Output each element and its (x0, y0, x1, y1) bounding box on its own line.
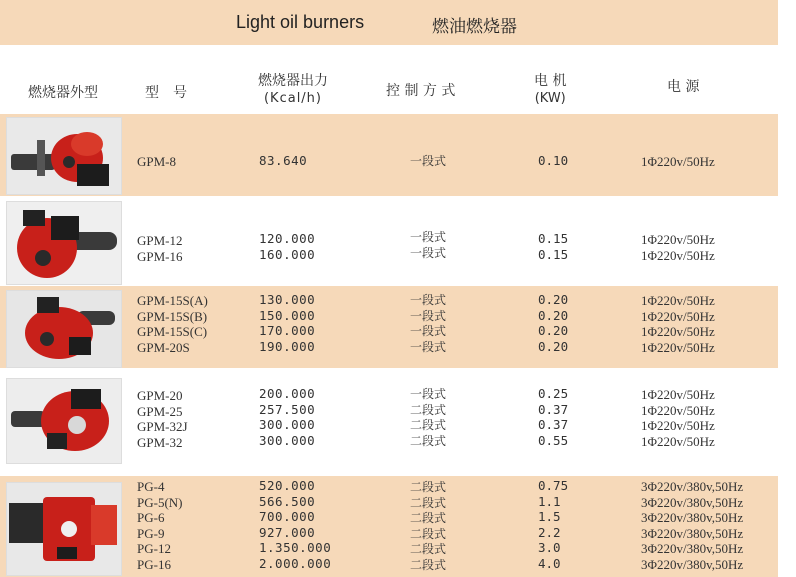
power-cell: 1Φ220v/50Hz (641, 293, 715, 308)
power-column (641, 479, 743, 572)
burner-image (7, 291, 121, 367)
title-chinese: 燃油燃烧器 (432, 17, 517, 37)
output-column (259, 478, 331, 571)
output-cell: 566.500 (259, 493, 316, 509)
output-cell: 200.000 (259, 386, 316, 401)
motor-cell: 0.20 (538, 338, 569, 354)
output-cell: 300.000 (259, 417, 316, 432)
model-cell: GPM-16 (137, 248, 183, 264)
control-cell: 二段式 (410, 418, 447, 432)
control-column (410, 387, 446, 449)
output-cell: 120.000 (259, 231, 316, 246)
model-cell: GPM-20S (137, 339, 190, 355)
product-row-2 (0, 196, 778, 286)
motor-column (538, 292, 568, 354)
model-cell: GPM-15S(C) (137, 324, 208, 339)
control-cell: 一段式 (410, 230, 447, 244)
power-cell: 3Φ220v/380v,50Hz (641, 479, 744, 494)
output-column (259, 153, 307, 169)
header-appearance: 燃烧器外型 (28, 85, 98, 101)
control-cell: 一段式 (410, 339, 447, 354)
title-english: Light oil burners (236, 12, 365, 32)
control-column (410, 480, 446, 573)
product-row-4 (0, 368, 778, 476)
motor-cell: 1.1 (538, 493, 561, 509)
power-cell: 1Φ220v/50Hz (641, 232, 715, 247)
motor-cell: 0.25 (538, 386, 569, 401)
power-cell: 1Φ220v/50Hz (641, 433, 715, 449)
motor-cell: 0.75 (538, 478, 569, 493)
motor-cell: 0.20 (538, 323, 569, 338)
output-cell: 700.000 (259, 509, 316, 524)
model-cell: PG-6 (137, 510, 165, 525)
output-cell: 257.500 (259, 401, 316, 417)
motor-cell: 0.20 (538, 307, 569, 323)
control-cell: 一段式 (410, 308, 447, 323)
motor-cell: 0.10 (538, 153, 569, 168)
control-cell: 二段式 (410, 495, 447, 510)
header-motor-unit: (KW) (534, 91, 566, 106)
model-cell: GPM-12 (137, 233, 183, 248)
power-column (641, 293, 715, 355)
output-cell: 130.000 (259, 292, 316, 307)
model-cell: PG-4 (137, 479, 165, 494)
model-cell: GPM-15S(A) (137, 293, 208, 308)
motor-column (538, 153, 568, 169)
model-cell: GPM-32 (137, 434, 183, 450)
motor-cell: 0.37 (538, 417, 569, 432)
burner-photo (6, 290, 122, 368)
output-cell: 190.000 (259, 338, 316, 354)
header-model: 型 号 (145, 85, 187, 101)
control-cell: 一段式 (410, 245, 447, 260)
model-cell: PG-16 (137, 556, 171, 572)
power-column (641, 232, 715, 263)
output-cell: 170.000 (259, 323, 316, 338)
output-cell: 300.000 (259, 432, 316, 448)
model-cell: GPM-25 (137, 403, 183, 419)
power-cell: 1Φ220v/50Hz (641, 324, 715, 339)
power-cell: 3Φ220v/380v,50Hz (641, 541, 744, 556)
control-cell: 一段式 (410, 293, 447, 307)
model-cell: GPM-8 (137, 154, 177, 169)
header-motor (534, 72, 566, 108)
control-cell: 一段式 (410, 324, 447, 338)
control-cell: 一段式 (410, 154, 447, 168)
control-cell: 二段式 (410, 542, 447, 556)
motor-column (538, 386, 568, 448)
power-cell: 3Φ220v/380v,50Hz (641, 556, 744, 572)
power-cell: 3Φ220v/380v,50Hz (641, 525, 744, 541)
model-cell: PG-9 (137, 525, 165, 541)
motor-cell: 3.0 (538, 540, 561, 555)
title-band (0, 0, 778, 45)
motor-cell: 0.55 (538, 432, 569, 448)
burner-image (7, 483, 121, 575)
control-cell: 一段式 (410, 387, 447, 401)
control-column (410, 230, 446, 261)
model-column (137, 233, 183, 264)
power-cell: 3Φ220v/380v,50Hz (641, 510, 744, 525)
burner-image (7, 202, 121, 284)
model-cell: PG-5(N) (137, 494, 183, 510)
control-cell: 二段式 (410, 480, 447, 494)
header-output-label: 燃烧器出力 (258, 73, 328, 89)
output-cell: 1.350.000 (259, 540, 332, 555)
motor-cell: 0.37 (538, 401, 569, 417)
burner-photo (6, 117, 122, 195)
motor-cell: 0.20 (538, 292, 569, 307)
power-column (641, 387, 715, 449)
power-cell: 1Φ220v/50Hz (641, 247, 715, 263)
model-cell: PG-12 (137, 541, 171, 556)
control-column (410, 293, 446, 355)
model-cell: GPM-20 (137, 388, 183, 403)
control-cell: 二段式 (410, 402, 447, 417)
power-cell: 3Φ220v/380v,50Hz (641, 494, 744, 510)
power-cell: 1Φ220v/50Hz (641, 418, 715, 433)
output-cell: 2.000.000 (259, 555, 332, 571)
model-cell: GPM-15S(B) (137, 308, 208, 324)
product-row-3 (0, 286, 778, 368)
burner-photo (6, 378, 122, 464)
power-cell: 1Φ220v/50Hz (641, 339, 715, 355)
output-column (259, 292, 315, 354)
burner-photo (6, 482, 122, 576)
output-cell: 927.000 (259, 524, 316, 540)
output-cell: 83.640 (259, 153, 308, 168)
output-cell: 520.000 (259, 478, 316, 493)
model-cell: GPM-32J (137, 419, 188, 434)
header-output-unit: (Kcal/h) (263, 91, 322, 106)
power-cell: 1Φ220v/50Hz (641, 387, 715, 402)
model-column (137, 479, 183, 572)
control-cell: 二段式 (410, 526, 447, 541)
header-motor-label: 电 机 (534, 73, 567, 89)
burner-photo (6, 201, 122, 285)
power-column (641, 154, 715, 170)
model-column (137, 388, 188, 450)
control-cell: 二段式 (410, 557, 447, 572)
motor-cell: 1.5 (538, 509, 561, 524)
burner-image (7, 118, 121, 194)
motor-column (538, 231, 568, 262)
burner-image (7, 379, 121, 463)
control-column (410, 154, 446, 170)
motor-cell: 2.2 (538, 524, 561, 540)
control-cell: 二段式 (410, 433, 447, 448)
output-column (259, 386, 315, 448)
model-column (137, 293, 208, 355)
motor-column (538, 478, 568, 571)
motor-cell: 4.0 (538, 555, 561, 571)
product-row-5 (0, 476, 778, 577)
power-cell: 1Φ220v/50Hz (641, 402, 715, 418)
output-column (259, 231, 315, 262)
header-output (258, 72, 328, 108)
header-control: 控 制 方 式 (386, 83, 456, 99)
power-cell: 1Φ220v/50Hz (641, 308, 715, 324)
output-cell: 160.000 (259, 246, 316, 262)
motor-cell: 0.15 (538, 246, 569, 262)
product-row-1 (0, 114, 778, 196)
header-power: 电 源 (667, 79, 700, 95)
output-cell: 150.000 (259, 307, 316, 323)
power-cell: 1Φ220v/50Hz (641, 154, 715, 169)
control-cell: 二段式 (410, 511, 447, 525)
model-column (137, 154, 176, 170)
motor-cell: 0.15 (538, 231, 569, 246)
